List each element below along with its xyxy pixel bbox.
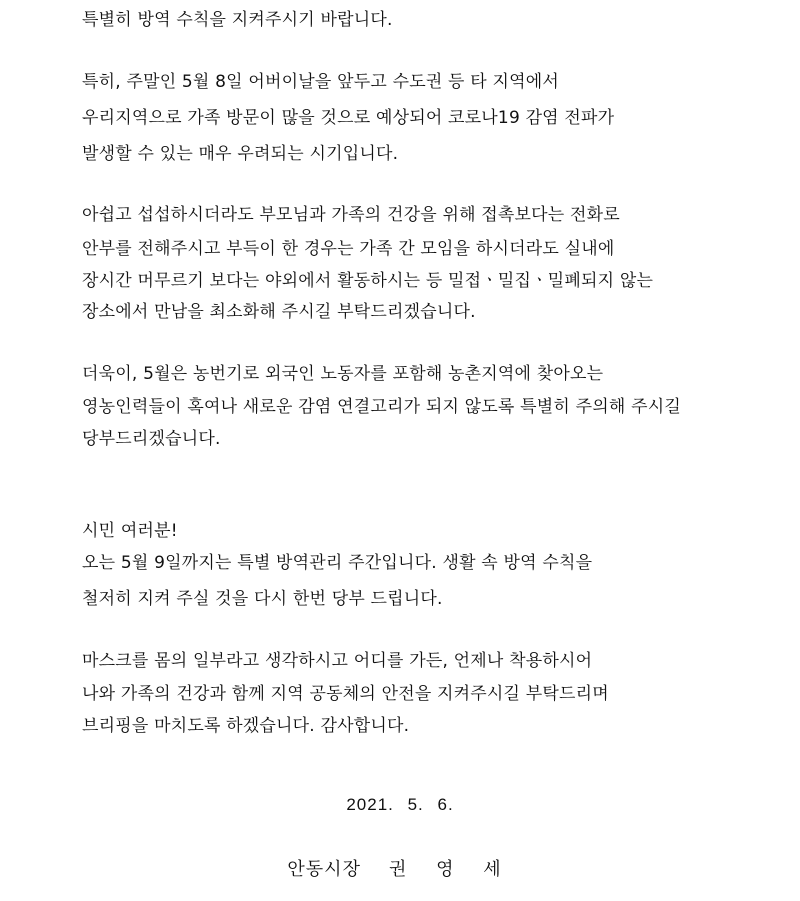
- paragraph3-line: 장소에서 만남을 최소화해 주시길 부탁드리겠습니다.: [82, 302, 476, 322]
- paragraph2-line: 특히, 주말인 5월 8일 어버이날을 앞두고 수도권 등 타 지역에서: [82, 72, 559, 92]
- paragraph5-line: 철저히 지켜 주실 것을 다시 한번 당부 드립니다.: [82, 589, 443, 609]
- signature-block: [0, 859, 800, 881]
- paragraph6-line: 브리핑을 마치도록 하겠습니다. 감사합니다.: [82, 716, 410, 736]
- paragraph4-line: 당부드리겠습니다.: [82, 429, 221, 449]
- paragraph3-line: 안부를 전해주시고 부득이 한 경우는 가족 간 모임을 하시더라도 실내에: [82, 239, 615, 259]
- paragraph5-line: 오는 5월 9일까지는 특별 방역관리 주간입니다. 생활 속 방역 수칙을: [82, 553, 593, 573]
- paragraph4-line: 영농인력들이 혹여나 새로운 감염 연결고리가 되지 않도록 특별히 주의해 주시길: [82, 397, 681, 417]
- paragraph4-line: 더욱이, 5월은 농번기로 외국인 노동자를 포함해 농촌지역에 찾아오는: [82, 364, 604, 384]
- paragraph6-line: 나와 가족의 건강과 함께 지역 공동체의 안전을 지켜주시길 부탁드리며: [82, 684, 609, 704]
- signature-title: 안동시장: [287, 859, 361, 880]
- paragraph1-line: 특별히 방역 수칙을 지켜주시기 바랍니다.: [82, 10, 393, 30]
- paragraph3-line: 아쉽고 섭섭하시더라도 부모님과 가족의 건강을 위해 접촉보다는 전화로: [82, 205, 620, 225]
- paragraph6-line: 마스크를 몸의 일부라고 생각하시고 어디를 가든, 언제나 착용하시어: [82, 651, 593, 671]
- paragraph3-line: 장시간 머무르기 보다는 야외에서 활동하시는 등 밀접ㆍ밀집ㆍ밀폐되지 않는: [82, 271, 654, 291]
- paragraph2-line: 발생할 수 있는 매우 우려되는 시기입니다.: [82, 144, 399, 164]
- document-date: 2021. 5. 6.: [346, 795, 454, 814]
- paragraph2-line: 우리지역으로 가족 방문이 많을 것으로 예상되어 코로나19 감염 전파가: [82, 108, 615, 128]
- signature-name: 권 영 세: [388, 859, 513, 880]
- paragraph5-line: 시민 여러분!: [82, 521, 178, 541]
